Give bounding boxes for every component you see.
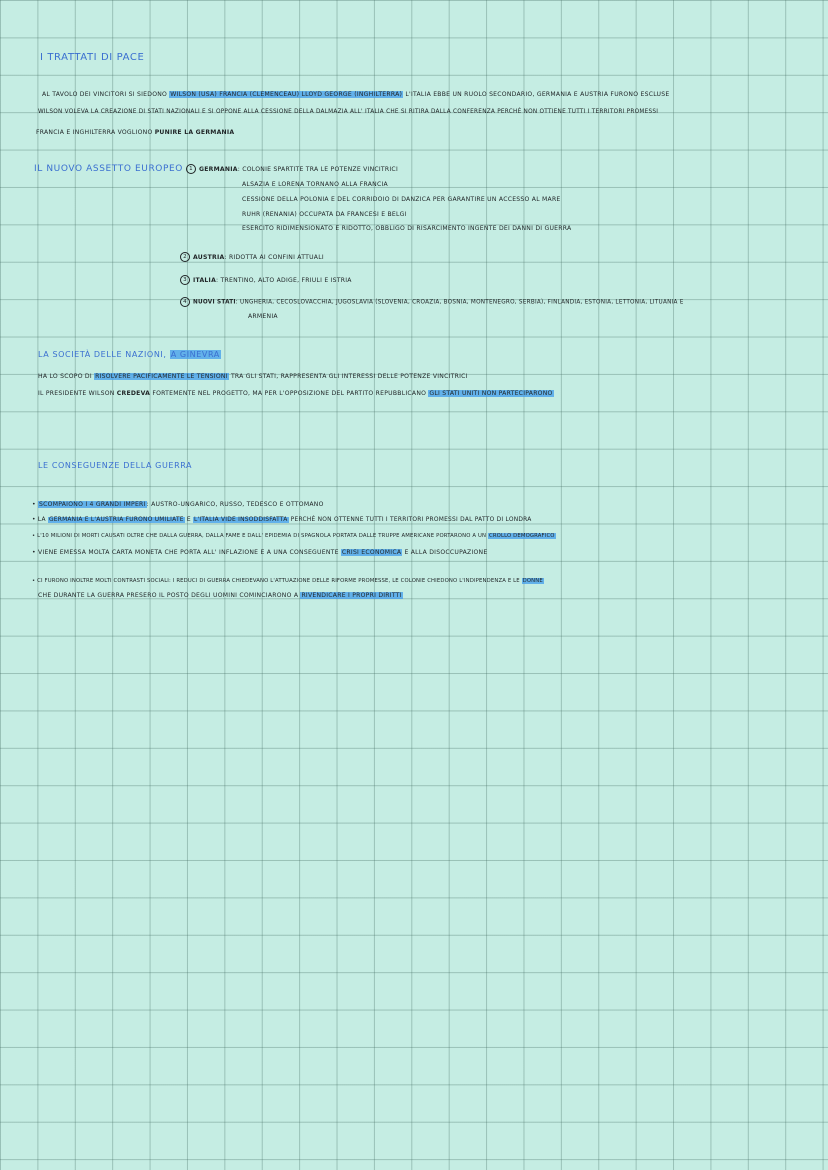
bullet-2: • LA GERMANIA E L'AUSTRIA FURONO UMILIATE E L'ITALIA VIDE INSODDISFATTA PERCHÉ NON OTTENNE TUTTI I TERRITORI PROMESSI DAL PATTO DI LONDRA — [32, 517, 532, 523]
bullet-text: E ALLA DISOCCUPAZIONE — [404, 549, 488, 556]
number-circle: 1 — [186, 164, 196, 174]
league-text: HA LO SCOPO DI — [38, 373, 92, 380]
item-label: GERMANIA — [199, 166, 238, 173]
bullet-text: CHE DURANTE LA GUERRA PRESERO IL POSTO DEGLI UOMINI COMINCIARONO A — [38, 592, 299, 599]
number-circle: 3 — [180, 275, 190, 285]
highlight: GERMANIA E L'AUSTRIA FURONO UMILIATE — [48, 517, 184, 523]
intro-line-2: WILSON VOLEVA LA CREAZIONE DI STATI NAZIONALI E SI OPPONE ALLA CESSIONE DELLA DALMAZIA ALL' ITALIA CHE SI RITIRA DALLA CONFERENZA PERCHÉ NON OTTIENE TUTTI I TERRITORI PROMESSI — [38, 109, 659, 115]
item-label: ITALIA — [193, 277, 217, 284]
new-states-item: 4 NUOVI STATI: UNGHERIA, CECOSLOVACCHIA, JUGOSLAVIA (SLOVENIA, CROAZIA, BOSNIA, MONTENEGRO, SERBIA), FINLANDIA, ESTONIA, LETTONIA, LITUANIA E — [180, 297, 684, 308]
intro-text: L'ITALIA EBBE UN RUOLO SECONDARIO, GERMANIA E AUSTRIA FURONO ESCLUSE — [405, 91, 670, 98]
heading-text: LA SOCIETÀ DELLE NAZIONI, — [38, 350, 167, 359]
bullet-3: • L'10 MILIONI DI MORTI CAUSATI OLTRE CHE DALLA GUERRA, DALLA FAME E DALL' EPIDEMIA DI SPAGNOLA PORTATA DALLE TRUPPE AMERICANE PORTARONO A UN CROLLO DEMOGRAFICO — [32, 533, 555, 539]
section-heading-league — [38, 350, 221, 359]
league-text: IL PRESIDENTE WILSON — [38, 390, 115, 397]
highlight: SCOMPAIONO I 4 GRANDI IMPERI — [39, 501, 146, 508]
bullet-text: PERCHÉ NON OTTENNE TUTTI I TERRITORI PROMESSI DAL PATTO DI LONDRA — [290, 517, 532, 523]
austria-item: 2 AUSTRIA: RIDOTTA AI CONFINI ATTUALI — [180, 252, 324, 262]
item-text: RIDOTTA AI CONFINI ATTUALI — [228, 254, 324, 261]
item-label: NUOVI STATI — [193, 299, 236, 306]
intro-line-1 — [42, 90, 669, 99]
page-title: I TRATTATI DI PACE — [40, 52, 145, 63]
bullet-text: LA — [37, 517, 46, 523]
league-text: FORTEMENTE NEL PROGETTO, MA PER L'OPPOSIZIONE DEL PARTITO REPUBBLICANO — [152, 390, 427, 397]
highlight: CROLLO DEMOGRAFICO — [488, 533, 555, 539]
number-circle: 4 — [180, 297, 190, 307]
bullet-5-continued — [38, 591, 403, 600]
number-circle: 2 — [180, 252, 190, 262]
italy-item: 3 ITALIA: TRENTINO, ALTO ADIGE, FRIULI E ISTRIA — [180, 275, 352, 285]
highlight: L'ITALIA VIDE INSODDISFATTA — [194, 517, 288, 523]
bullet-4: • VIENE EMESSA MOLTA CARTA MONETA CHE PORTA ALL' INFLAZIONE E A UNA CONSEGUENTE CRISI ECONOMICA E ALLA DISOCCUPAZIONE — [32, 549, 488, 556]
bold-text: PUNIRE LA GERMANIA — [154, 129, 235, 136]
bullet-text: E — [186, 517, 191, 523]
intro-line-3 — [36, 128, 234, 137]
new-states-line: ARMENIA — [248, 313, 278, 320]
bullet-5: • CI FURONO INOLTRE MOLTI CONTRASTI SOCIALI: I REDUCI DI GUERRA CHIEDEVANO L'ATTUAZIONE DELLE RIFORME PROMESSE, LE COLONIE CHIEDONO L'INDIPENDENZA E LE DONNE — [32, 578, 543, 584]
highlight: GLI STATI UNITI NON PARTECIPARONO — [429, 390, 553, 397]
item-text: COLONIE SPARTITE TRA LE POTENZE VINCITRICI — [242, 166, 398, 173]
highlight: RIVENDICARE I PROPRI DIRITTI — [301, 592, 402, 599]
bold-text: CREDEVA — [116, 390, 151, 397]
bullet-text: : AUSTRO-UNGARICO, RUSSO, TEDESCO E OTTOMANO — [146, 501, 324, 508]
bullet-text: L'10 MILIONI DI MORTI CAUSATI OLTRE CHE DALLA GUERRA, DALLA FAME E DALL' EPIDEMIA DI SPAGNOLA PORTATA DALLE TRUPPE AMERICANE PORTARONO A UN — [37, 533, 487, 539]
bullet-text: CI FURONO INOLTRE MOLTI CONTRASTI SOCIALI: I REDUCI DI GUERRA CHIEDEVANO L'ATTUAZIONE DELLE RIFORME PROMESSE, LE COLONIE CHIEDONO L'INDIPENDENZA E LE — [37, 578, 520, 584]
intro-text: AL TAVOLO DEI VINCITORI SI SIEDONO — [42, 91, 168, 98]
highlight: WILSON (USA) FRANCIA (CLEMENCEAU) LLOYD GEORGE (INGHILTERRA) — [170, 91, 403, 98]
highlight: RISOLVERE PACIFICAMENTE LE TENSIONI — [95, 373, 228, 380]
bullet-text: VIENE EMESSA MOLTA CARTA MONETA CHE PORTA ALL' INFLAZIONE E A UNA CONSEGUENTE — [38, 549, 339, 556]
highlight: DONNE — [522, 578, 543, 584]
highlight: CRISI ECONOMICA — [341, 549, 402, 556]
germany-line: CESSIONE DELLA POLONIA E DEL CORRIDOIO DI DANZICA PER GARANTIRE UN ACCESSO AL MARE — [242, 196, 561, 203]
item-text: UNGHERIA, CECOSLOVACCHIA, JUGOSLAVIA (SLOVENIA, CROAZIA, BOSNIA, MONTENEGRO, SERBIA), FINLANDIA, ESTONIA, LETTONIA, LITUANIA E — [240, 299, 684, 306]
germany-item: 1 GERMANIA: COLONIE SPARTITE TRA LE POTENZE VINCITRICI — [186, 164, 398, 174]
section-heading-consequences: LE CONSEGUENZE DELLA GUERRA — [38, 461, 193, 470]
intro-text: FRANCIA E INGHILTERRA VOGLIONO — [36, 129, 153, 136]
league-text: TRA GLI STATI, RAPPRESENTA GLI INTERESSI DELLE POTENZE VINCITRICI — [230, 373, 468, 380]
item-label: AUSTRIA — [193, 254, 225, 261]
germany-line: RUHR (RENANIA) OCCUPATA DA FRANCESI E BELGI — [242, 211, 407, 218]
highlight: A GINEVRA — [170, 350, 220, 359]
bullet-1: • SCOMPAIONO I 4 GRANDI IMPERI: AUSTRO-UNGARICO, RUSSO, TEDESCO E OTTOMANO — [32, 501, 324, 508]
germany-line: ALSAZIA E LORENA TORNANO ALLA FRANCIA — [242, 181, 388, 188]
league-line-1 — [38, 372, 468, 381]
league-line-2 — [38, 389, 554, 398]
section-heading-europe: IL NUOVO ASSETTO EUROPEO — [34, 164, 183, 174]
item-text: TRENTINO, ALTO ADIGE, FRIULI E ISTRIA — [220, 277, 352, 284]
germany-line: ESERCITO RIDIMENSIONATO E RIDOTTO, OBBLIGO DI RISARCIMENTO INGENTE DEI DANNI DI GUERRA — [242, 225, 572, 232]
